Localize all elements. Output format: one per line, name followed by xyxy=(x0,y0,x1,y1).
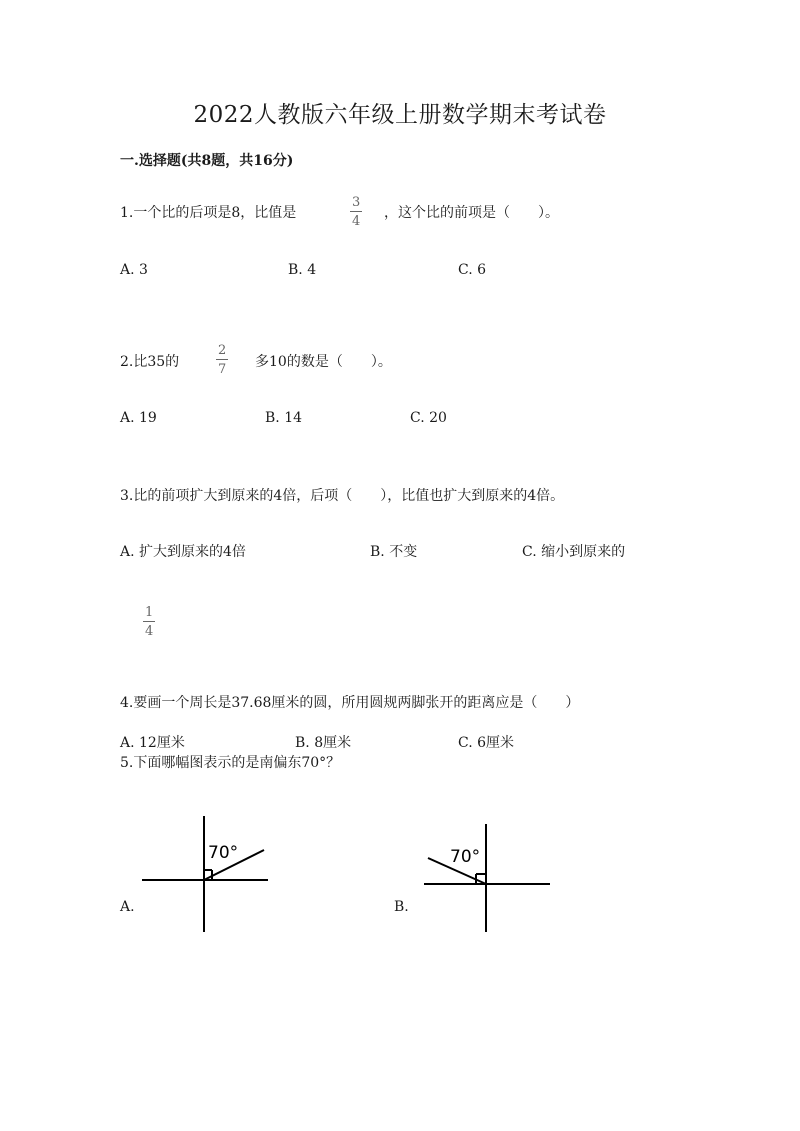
question-3-stem: 3.比的前项扩大到原来的4倍，后项（ ），比值也扩大到原来的4倍。 xyxy=(120,488,565,504)
question-2-option-c: C. 20 xyxy=(410,410,447,426)
question-2-option-b: B. 14 xyxy=(265,410,303,426)
question-3-option-c-fraction xyxy=(143,606,155,638)
fraction-denominator: 7 xyxy=(218,362,227,377)
question-2-stem-before: 2.比35的 xyxy=(120,354,180,370)
question-3-option-c: C. 缩小到原来的 xyxy=(522,544,626,560)
section-heading: 一.选择题(共8题，共16分) xyxy=(120,153,294,169)
question-1-fraction xyxy=(350,196,362,228)
option-a-direction-diagram xyxy=(140,812,275,937)
page-title: 2022人教版六年级上册数学期末考试卷 xyxy=(193,102,607,128)
question-5-option-a: A. xyxy=(120,899,135,915)
question-5-stem: 5.下面哪幅图表示的是南偏东70°？ xyxy=(120,755,341,771)
question-4-option-c: C. 6厘米 xyxy=(458,735,515,751)
question-1-option-c: C. 6 xyxy=(458,262,487,278)
fraction-denominator: 4 xyxy=(352,214,361,229)
question-2-stem-after: 多10的数是（ ）。 xyxy=(255,354,392,370)
question-1-option-a: A. 3 xyxy=(120,262,148,278)
fraction-numerator: 3 xyxy=(352,195,361,210)
question-1-option-b: B. 4 xyxy=(288,262,317,278)
fraction-numerator: 2 xyxy=(218,343,227,358)
question-1-stem-after: ，这个比的前项是（ ）。 xyxy=(384,205,559,221)
question-4-option-b: B. 8厘米 xyxy=(295,735,352,751)
question-5-option-b: B. xyxy=(394,899,409,915)
question-3-option-a: A. 扩大到原来的4倍 xyxy=(120,544,246,560)
question-1-stem-before: 1.一个比的后项是8，比值是 xyxy=(120,205,297,221)
question-2-option-a: A. 19 xyxy=(120,410,157,426)
question-2-fraction xyxy=(216,344,228,376)
angle-label: 70° xyxy=(208,843,239,863)
fraction-numerator: 1 xyxy=(145,605,154,620)
question-4-stem: 4.要画一个周长是37.68厘米的圆，所用圆规两脚张开的距离应是（ ） xyxy=(120,695,580,711)
question-3-option-b: B. 不变 xyxy=(370,544,418,560)
option-b-direction-diagram xyxy=(420,822,555,937)
question-4-option-a: A. 12厘米 xyxy=(120,735,185,751)
fraction-denominator: 4 xyxy=(145,624,154,639)
angle-label: 70° xyxy=(450,847,481,867)
